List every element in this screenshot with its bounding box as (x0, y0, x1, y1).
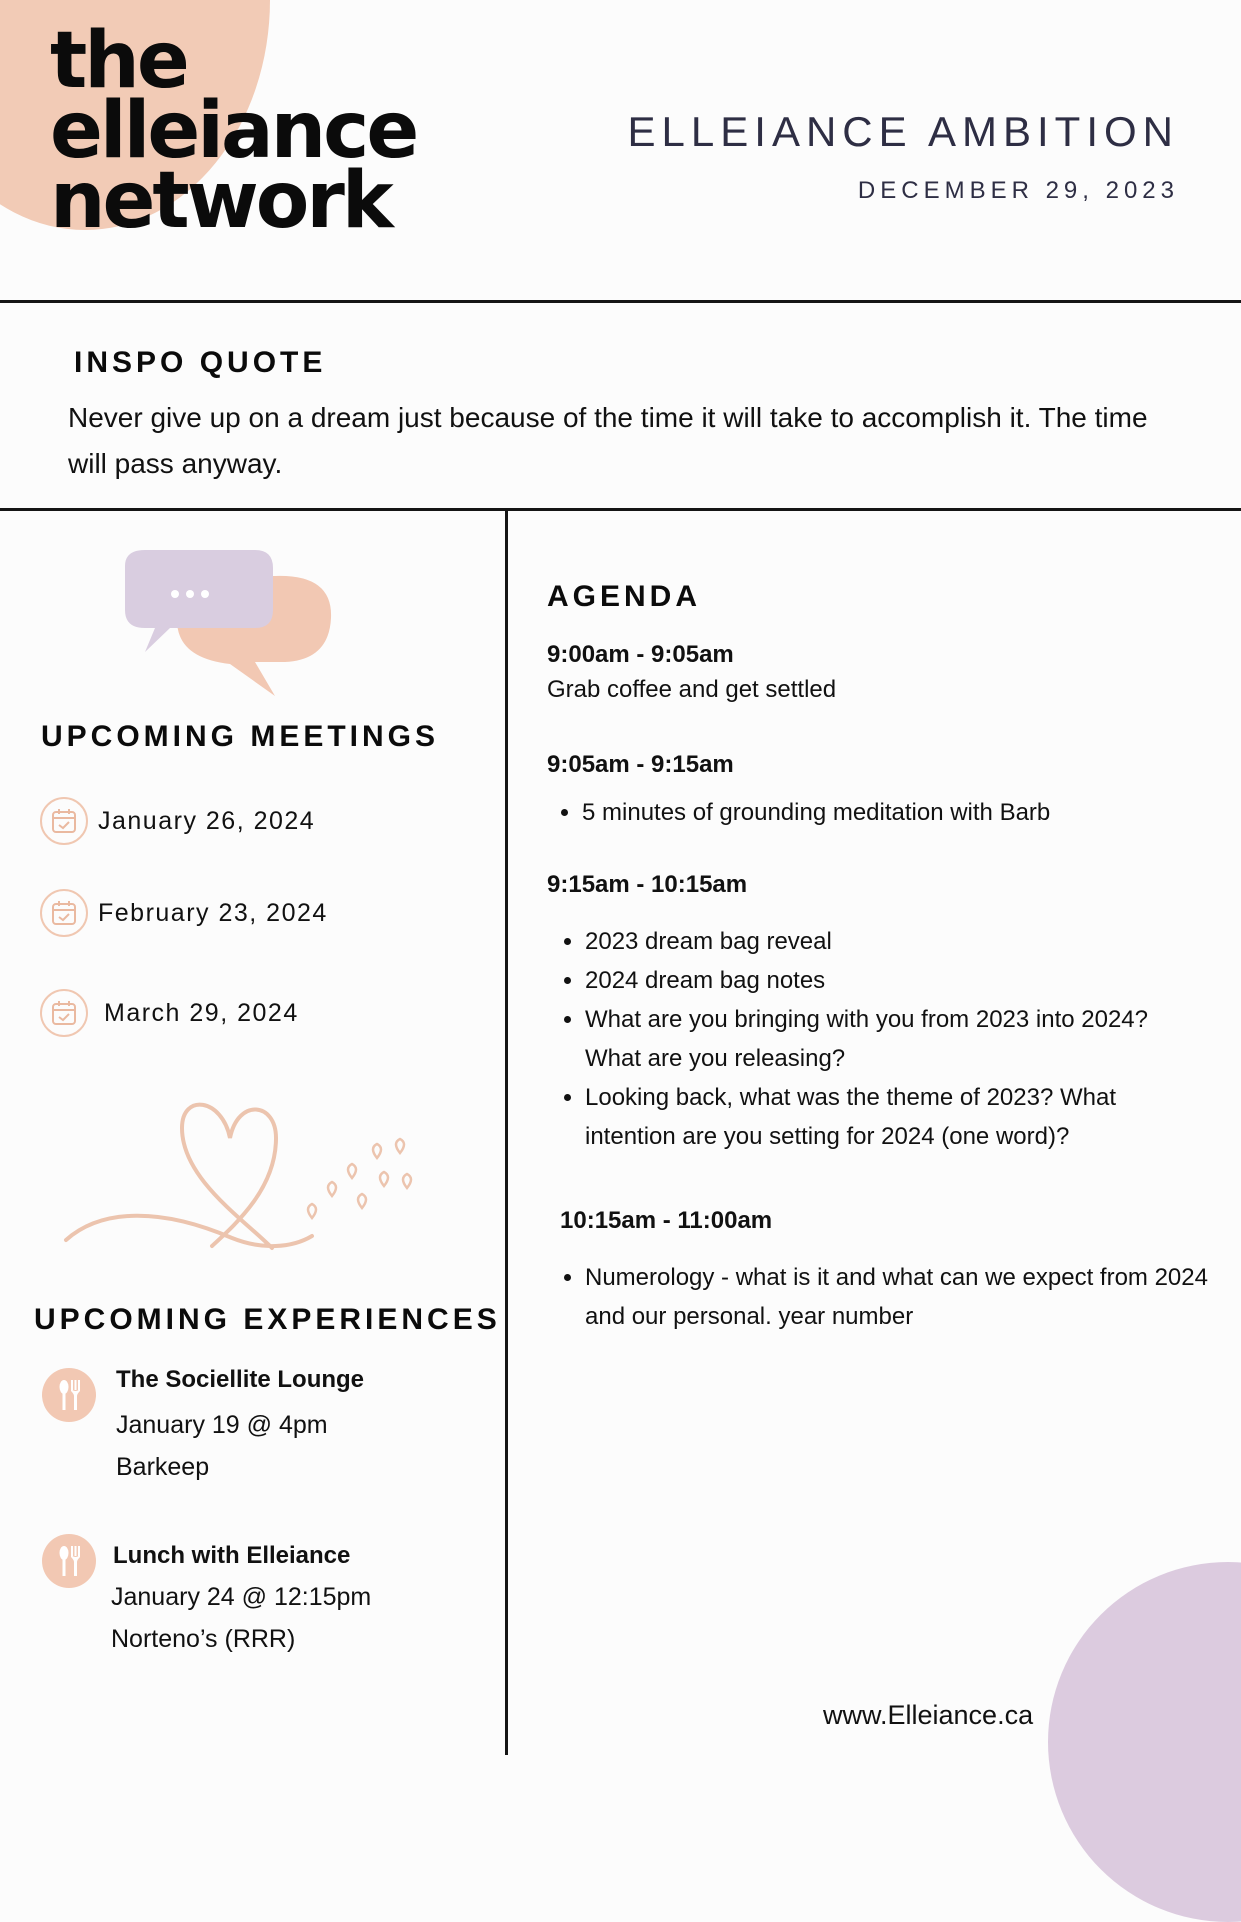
experience-title: The Sociellite Lounge (116, 1366, 365, 1393)
agenda-bullet-list (544, 793, 1222, 832)
experience-date: January 24 @ 12:15pm (111, 1583, 372, 1611)
agenda-time: 10:15am - 11:00am (560, 1207, 773, 1234)
meeting-item (40, 794, 315, 848)
speech-bubbles-icon (115, 548, 335, 698)
quote-text: Never give up on a dream just because of the time it will take to accomplish it. The time will pass anyway. (68, 402, 1148, 479)
agenda-time: 9:15am - 10:15am (547, 871, 748, 898)
event-title: ELLEIANCE AMBITION (627, 108, 1179, 155)
agenda-description: Grab coffee and get settled (547, 676, 837, 703)
agenda-time: 9:05am - 9:15am (547, 751, 734, 778)
experience-date: January 19 @ 4pm (116, 1411, 328, 1439)
experience-place: Norteno’s (RRR) (111, 1625, 296, 1653)
meeting-date: March 29, 2024 (104, 998, 299, 1027)
agenda-bullet: • 5 minutes of grounding meditation with Barb (582, 793, 1222, 832)
quote-divider (0, 508, 1241, 511)
website-link[interactable]: www.Elleiance.ca (823, 1700, 1034, 1730)
agenda-bullet-list (547, 922, 1185, 1156)
logo-line-3: network (50, 156, 391, 246)
logo-line-1: the (50, 16, 187, 106)
agenda-bullet-list (547, 1258, 1235, 1336)
experiences-heading: UPCOMING EXPERIENCES (34, 1303, 501, 1336)
agenda-bullet: • 2023 dream bag reveal (585, 922, 1185, 961)
quote-heading: INSPO QUOTE (74, 346, 327, 379)
dining-icon (42, 1534, 96, 1588)
agenda-bullet: • Numerology - what is it and what can we expect from 2024 and our personal. year number (585, 1258, 1235, 1336)
agenda-bullet: • What are you bringing with you from 2023 into 2024? What are you releasing? (585, 1000, 1185, 1078)
logo (50, 16, 417, 246)
heart-doodle-icon (62, 1098, 432, 1258)
calendar-icon (40, 889, 88, 937)
experience-place: Barkeep (116, 1453, 210, 1481)
header-divider (0, 300, 1241, 303)
logo-line-2: elleiance (50, 86, 417, 176)
agenda-bullet: • 2024 dream bag notes (585, 961, 1185, 1000)
column-divider (505, 508, 508, 1755)
agenda-time: 9:00am - 9:05am (547, 641, 734, 668)
dining-icon (42, 1368, 96, 1422)
event-date: DECEMBER 29, 2023 (857, 177, 1179, 204)
calendar-icon (40, 797, 88, 845)
agenda-bullet: • Looking back, what was the theme of 2023? What intention are you setting for 2024 (one word)? (585, 1078, 1185, 1156)
meeting-item (40, 986, 299, 1040)
meeting-date: January 26, 2024 (98, 806, 316, 835)
meeting-date: February 23, 2024 (98, 898, 328, 927)
meeting-item (40, 886, 328, 940)
meetings-heading: UPCOMING MEETINGS (41, 720, 440, 753)
calendar-icon (40, 989, 88, 1037)
lilac-circle-decoration (1048, 1562, 1241, 1922)
experience-title: Lunch with Elleiance (113, 1542, 351, 1569)
agenda-heading: AGENDA (547, 580, 702, 613)
